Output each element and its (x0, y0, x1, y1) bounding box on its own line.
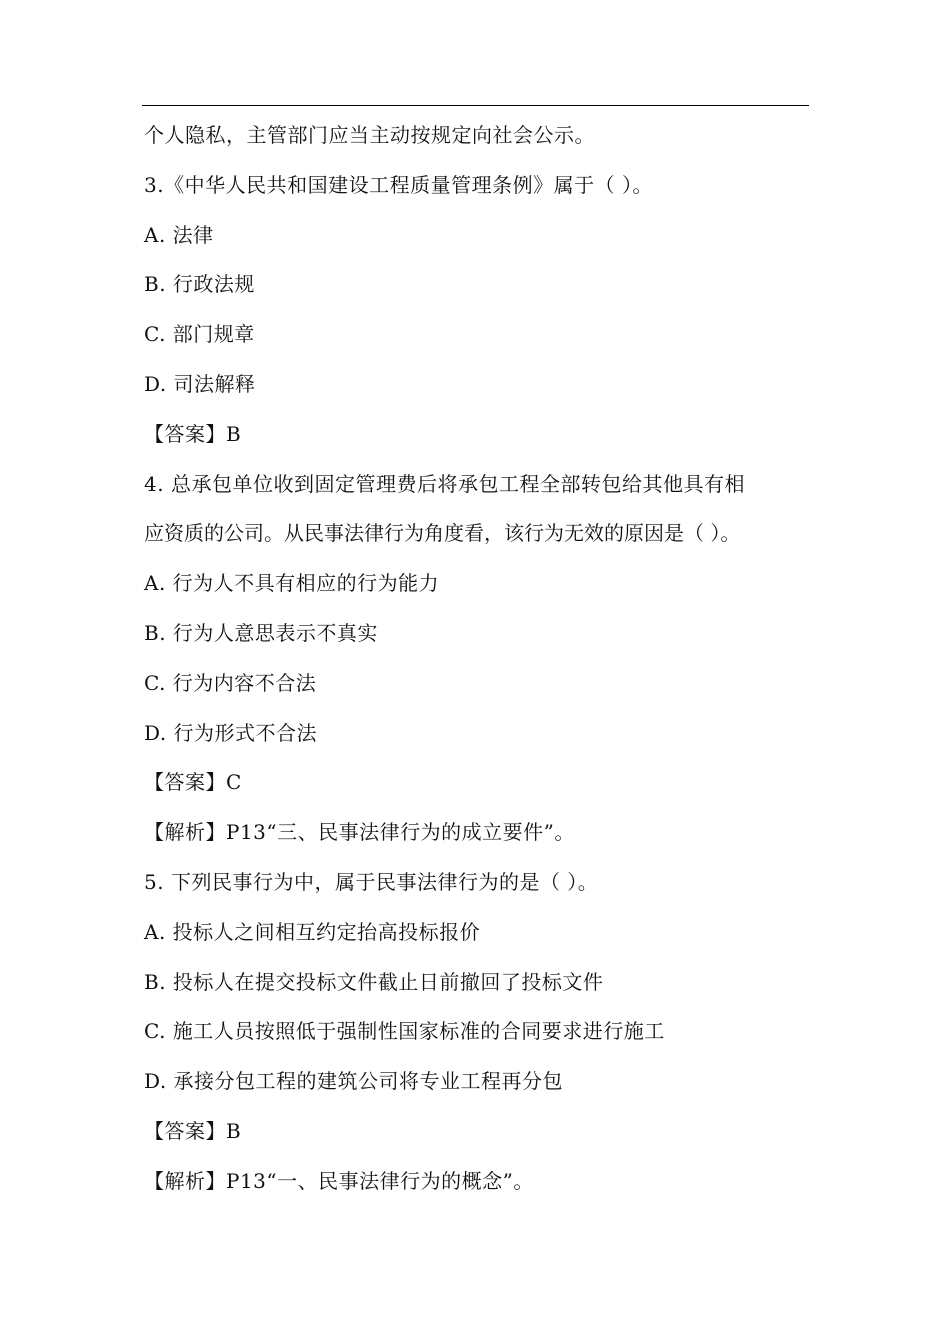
question-4-answer: 【答案】C (144, 770, 242, 795)
question-4-continued: 应资质的公司。从民事法律行为角度看，该行为无效的原因是（ ）。 (144, 521, 741, 546)
question-5-option-a: A. 投标人之间相互约定抬高投标报价 (144, 919, 481, 944)
question-3-answer: 【答案】B (144, 421, 242, 446)
text-line: 个人隐私，主管部门应当主动按规定向社会公示。 (144, 123, 595, 147)
question-5-option-b: B. 投标人在提交投标文件截止日前撤回了投标文件 (144, 969, 604, 994)
question-3-option-b: B. 行政法规 (144, 272, 255, 297)
question-5-option-d: D. 承接分包工程的建筑公司将专业工程再分包 (144, 1069, 564, 1094)
header-rule (142, 105, 809, 106)
question-5-analysis: 【解析】P13“一、民事法律行为的概念”。 (144, 1168, 534, 1193)
question-3-option-d: D. 司法解释 (144, 371, 256, 396)
question-5: 5. 下列民事行为中，属于民事法律行为的是（ ）。 (144, 869, 599, 894)
question-5-option-c: C. 施工人员按照低于强制性国家标准的合同要求进行施工 (144, 1019, 665, 1044)
question-3: 3.《中华人民共和国建设工程质量管理条例》属于（ ）。 (144, 172, 653, 197)
question-3-option-a: A. 法律 (144, 222, 214, 247)
document-body (144, 111, 814, 1207)
question-4-option-a: A. 行为人不具有相应的行为能力 (144, 571, 440, 596)
question-5-answer: 【答案】B (144, 1118, 242, 1143)
question-4-option-d: D. 行为形式不合法 (144, 720, 318, 745)
question-4-analysis: 【解析】P13“三、民事法律行为的成立要件”。 (144, 820, 575, 845)
question-4: 4. 总承包单位收到固定管理费后将承包工程全部转包给其他具有相 (144, 471, 745, 496)
question-3-option-c: C. 部门规章 (144, 322, 255, 347)
question-4-option-c: C. 行为内容不合法 (144, 670, 317, 695)
question-4-option-b: B. 行为人意思表示不真实 (144, 620, 378, 645)
